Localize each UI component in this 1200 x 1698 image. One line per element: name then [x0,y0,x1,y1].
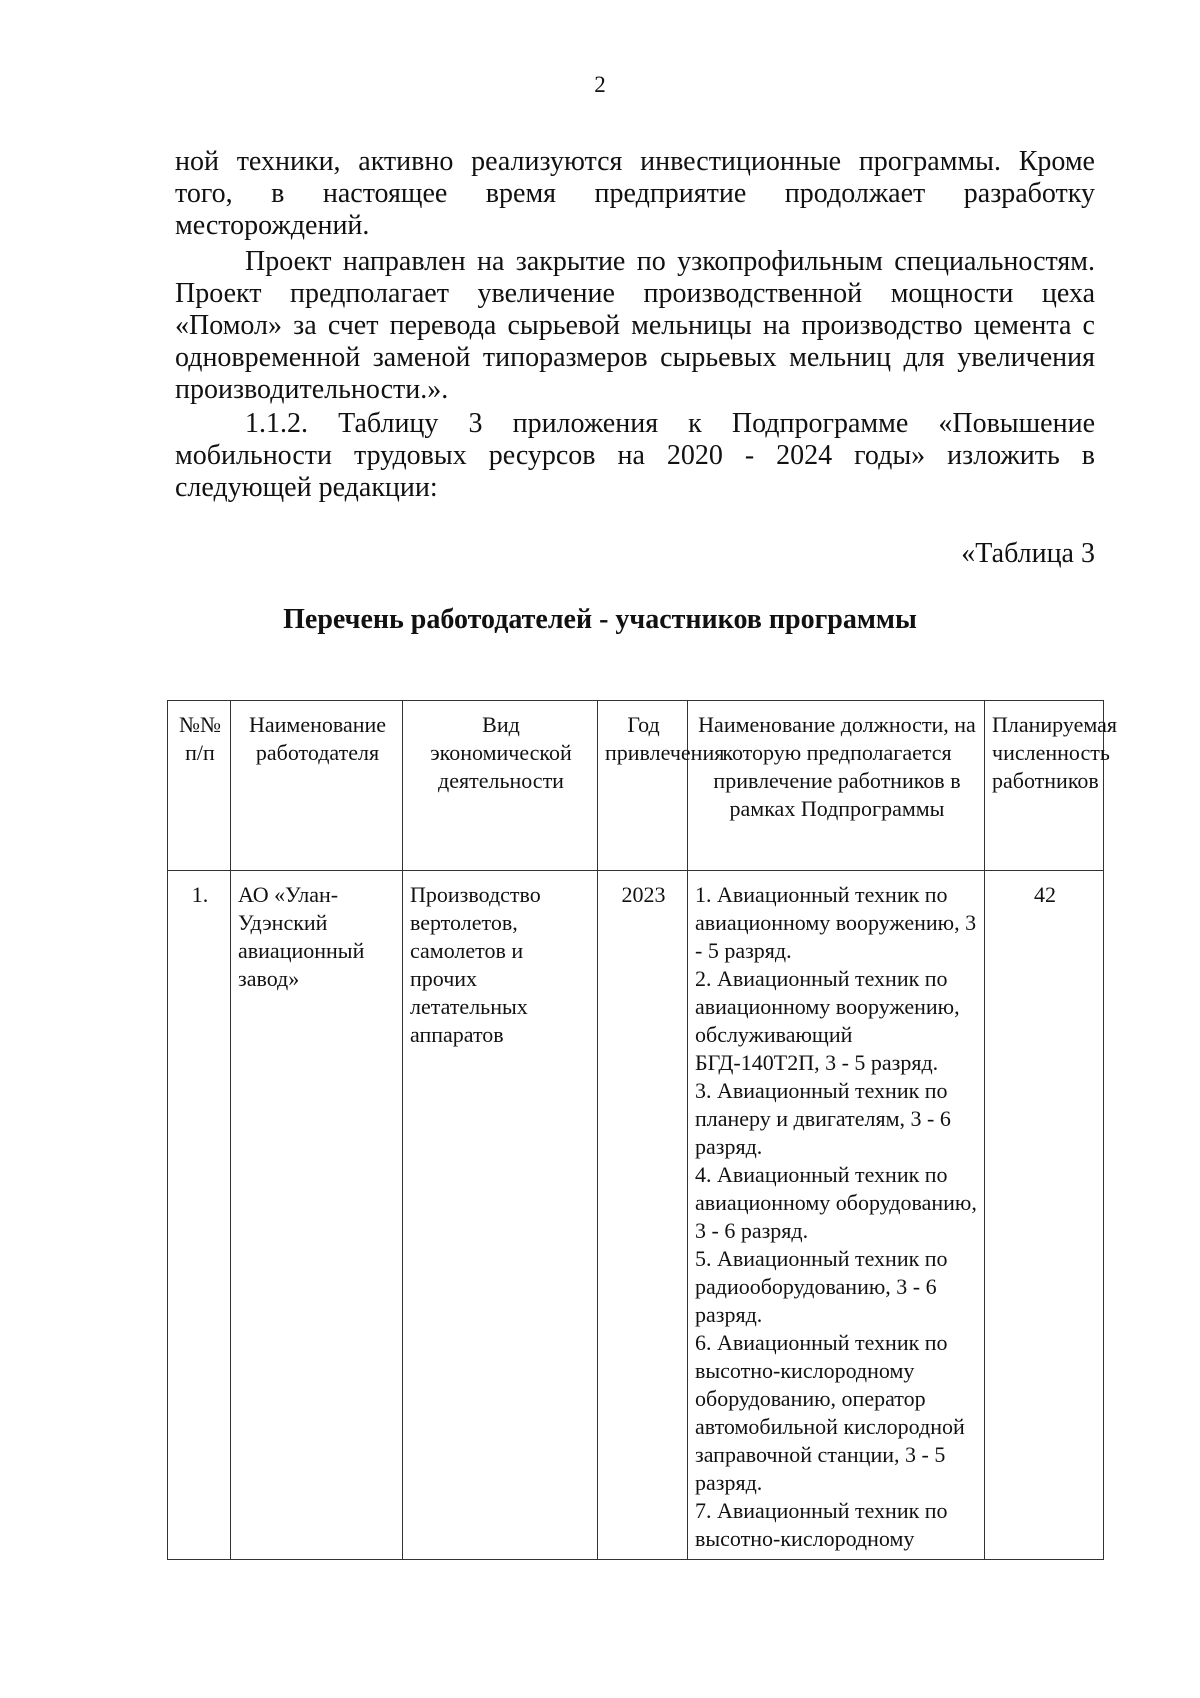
header-count: Планируемая численность работников [985,701,1104,871]
position-item: 1. Авиационный техник по авиационному вооружению, 3 - 5 разряд. [695,882,977,963]
table-label: «Таблица 3 [961,538,1095,569]
cell-number: 1. [168,871,231,1560]
position-item: 2. Авиационный техник по авиационному вооружению, обслуживающий БГД-140Т2П, 3 - 5 разряд. [695,966,960,1075]
table-row [168,871,1104,1560]
header-number: №№ п/п [168,701,231,871]
cell-positions [688,871,985,1560]
cell-count: 42 [985,871,1104,1560]
cell-employer: АО «Улан-Удэнский авиационный завод» [231,871,403,1560]
position-item: 3. Авиационный техник по планеру и двигателям, 3 - 6 разряд. [695,1078,951,1159]
position-item: 6. Авиационный техник по высотно-кислородному оборудованию, оператор автомобильной кислородной заправочной станции, 3 - 5 разряд. [695,1330,965,1495]
header-position: Наименование должности, на которую предполагается привлечение работников в рамках Подпрограммы [688,701,985,871]
cell-activity: Производство вертолетов, самолетов и прочих летательных аппаратов [403,871,598,1560]
table-title: Перечень работодателей - участников программы [283,604,917,635]
paragraph-continuation: ной техники, активно реализуются инвестиционные программы. Кроме того, в настоящее время предприятие продолжает разработку месторождений. [175,146,1095,241]
header-activity: Вид экономической деятельности [403,701,598,871]
header-year: Год привлечения [598,701,688,871]
table-header-row [168,701,1104,871]
paragraph-amendment: 1.1.2. Таблицу 3 приложения к Подпрограмме «Повышение мобильности трудовых ресурсов на 2020 - 2024 годы» изложить в следующей редакции: [175,408,1095,503]
position-item: 7. Авиационный техник по высотно-кислородному [695,1498,948,1551]
position-item: 5. Авиационный техник по радиооборудованию, 3 - 6 разряд. [695,1246,948,1327]
position-item: 4. Авиационный техник по авиационному оборудованию, 3 - 6 разряд. [695,1162,977,1243]
paragraph-project: Проект направлен на закрытие по узкопрофильным специальностям. Проект предполагает увеличение производственной мощности цеха «Помол» за счет перевода сырьевой мельницы на производство цемента с одновременной заменой типоразмеров сырьевых мельниц для увеличения производительности.». [175,246,1095,405]
header-employer: Наименование работодателя [231,701,403,871]
cell-year: 2023 [598,871,688,1560]
employers-table [167,700,1118,1560]
page-number: 2 [594,72,606,97]
